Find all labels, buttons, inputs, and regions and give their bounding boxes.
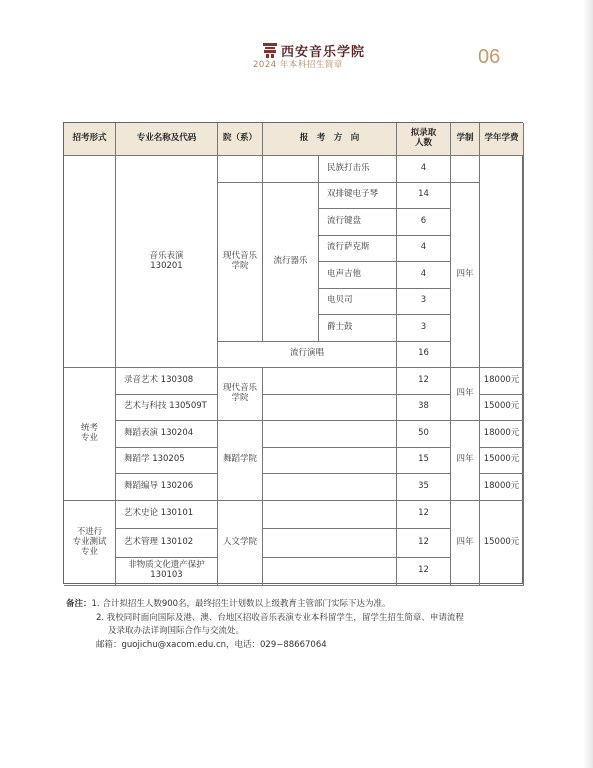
direction-item: 电贝司 [319,289,397,316]
quota-cell: 4 [397,156,451,183]
quota-cell: 12 [397,501,451,530]
tuition-cell: 15000元 [480,395,524,422]
quota-cell: 4 [397,262,451,289]
direction-cell-empty [263,156,319,183]
duration-cell: 四年 [451,368,480,421]
quota-cell: 6 [397,209,451,236]
direction-cell-empty [263,501,397,530]
direction-item: 爵士鼓 [319,315,397,342]
direction-item: 流行萨克斯 [319,236,397,263]
quota-cell: 12 [397,558,451,587]
direction-pop-vocal: 流行演唱 [218,342,397,369]
direction-cell-empty [263,421,397,448]
tuition-cell-empty [480,156,524,368]
page-header [0,36,593,76]
direction-cell-empty [263,395,397,422]
notes-label: 备注： [66,599,92,609]
major-cell: 艺术与科技 130509T [116,395,218,422]
direction-item: 双排键电子琴 [319,183,397,210]
major-cell: 舞蹈表演 130204 [116,421,218,448]
direction-group-instrumental: 流行器乐 [263,183,319,342]
quota-cell: 15 [397,448,451,475]
exam-type-non-test: 不进行 专业测试 专业 [64,501,116,587]
quota-cell: 3 [397,289,451,316]
direction-item: 电声吉他 [319,262,397,289]
note-2-continued: 及录取办法详询国际合作与交流处。 [108,626,245,637]
quota-cell: 12 [397,368,451,395]
tuition-cell: 18000元 [480,421,524,448]
direction-cell-empty [263,558,397,587]
quota-cell: 16 [397,342,451,369]
admission-table [63,122,523,584]
direction-cell-empty [263,448,397,475]
quota-cell: 14 [397,183,451,210]
header-major: 专业名称及代码 [116,123,218,156]
note-line [66,598,536,612]
tuition-cell: 15000元 [480,448,524,475]
direction-cell-empty [263,529,397,558]
page-edge-shadow [583,0,593,768]
major-cell: 非物质文化遗产保护 130103 [116,558,218,587]
header-tuition: 学年学费 [480,123,524,156]
brochure-subtitle: 2024 年本科招生简章 [253,60,343,70]
quota-cell: 4 [397,236,451,263]
header-duration: 学制 [451,123,480,156]
college-modern-music: 现代音乐 学院 [218,368,263,421]
tuition-cell: 18000元 [480,368,524,395]
major-cell: 录音艺术 130308 [116,368,218,395]
major-music-performance: 音乐表演 130201 [116,156,218,368]
exam-type-cell-empty [64,156,116,368]
duration-cell: 四年 [451,501,480,587]
direction-item: 流行键盘 [319,209,397,236]
duration-cell: 四年 [451,421,480,501]
tuition-cell: 15000元 [480,501,524,587]
school-logo [262,40,365,60]
note-2: 2. 我校同时面向国际及港、澳、台地区招收音乐表演专业本科留学生，留学生招生简章、申请流程 [96,612,464,623]
college-modern-music: 现代音乐 学院 [218,183,263,342]
quota-cell: 50 [397,421,451,448]
college-dance: 舞蹈学院 [218,421,263,501]
direction-cell-empty [263,368,397,395]
quota-cell: 3 [397,315,451,342]
header-direction: 报 考 方 向 [263,123,397,156]
duration-cell: 四年 [451,183,480,369]
direction-item: 民族打击乐 [319,156,397,183]
major-cell: 舞蹈编导 130206 [116,474,218,501]
header-college: 院（系） [218,123,263,156]
major-cell: 舞蹈学 130205 [116,448,218,475]
college-humanities: 人文学院 [218,501,263,587]
tuition-cell: 18000元 [480,474,524,501]
note-1: 1. 合计拟招生人数900名，最终招生计划数以上级教育主管部门实际下达为准。 [91,599,391,609]
school-name: 西安音乐学院 [281,44,366,60]
page-number: 06 [478,46,501,68]
school-emblem-icon [262,41,278,59]
header-quota: 拟录取 人数 [397,123,451,156]
duration-cell-empty [451,156,480,183]
exam-type-unified: 统考 专业 [64,368,116,501]
quota-cell: 35 [397,474,451,501]
header-exam-type: 招考形式 [64,123,116,156]
contact-info: 邮箱：guojichu@xacom.edu.cn，电话：029−88667064 [96,639,327,650]
major-cell: 艺术管理 130102 [116,529,218,558]
quota-cell: 38 [397,395,451,422]
notes-section [66,598,536,652]
major-cell: 艺术史论 130101 [116,501,218,530]
quota-cell: 12 [397,529,451,558]
college-cell-empty [218,156,263,183]
direction-cell-empty [263,474,397,501]
